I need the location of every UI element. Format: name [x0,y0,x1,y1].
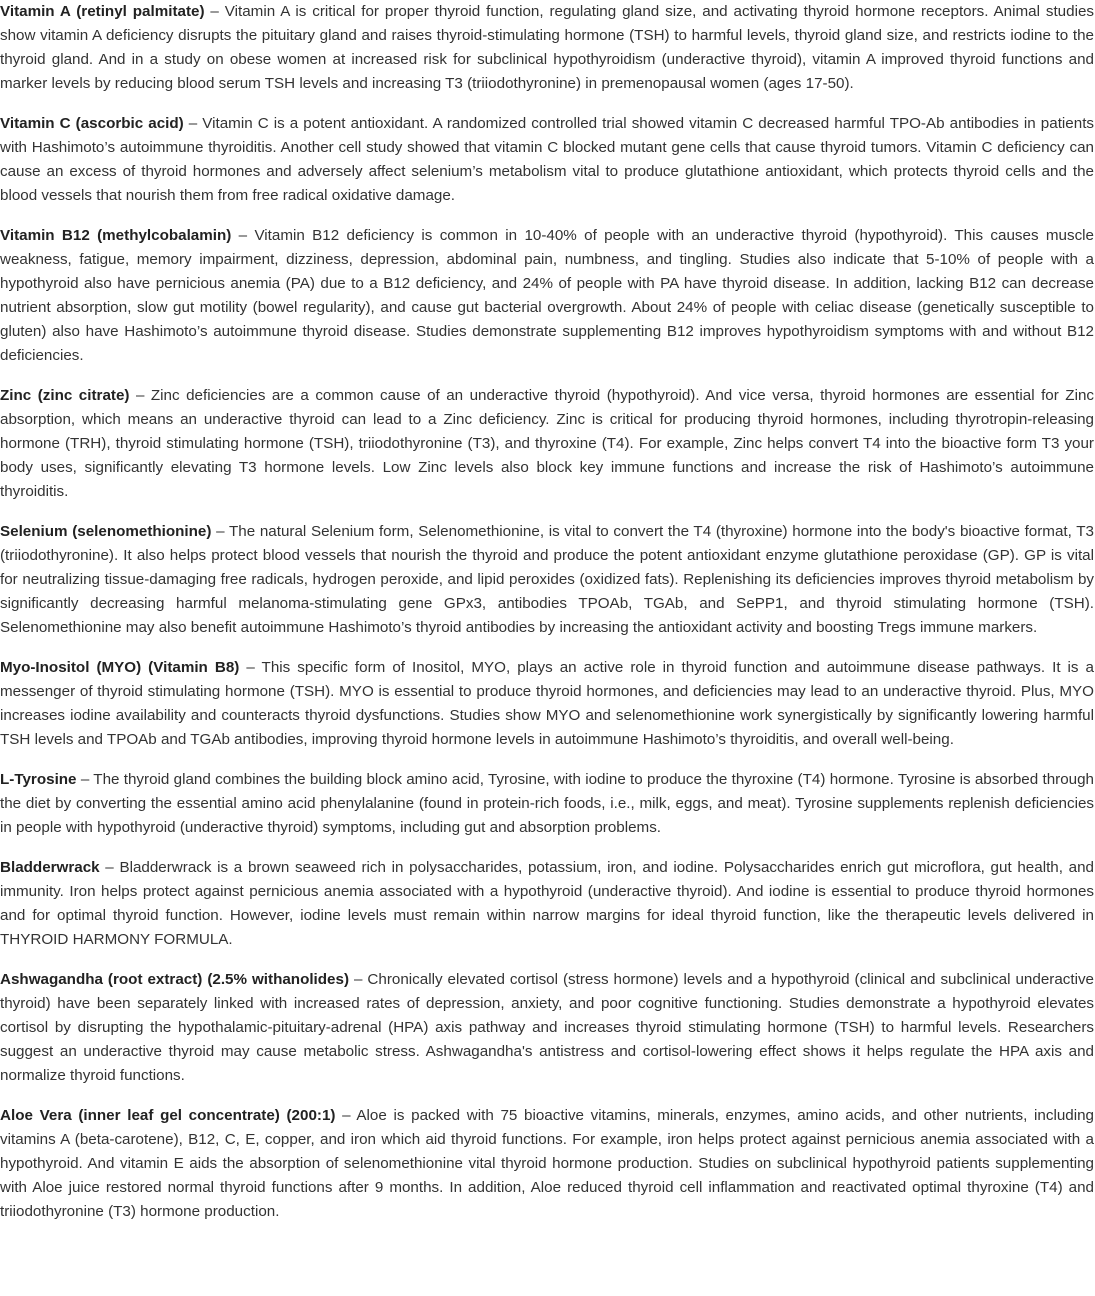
ingredient-name: Ashwagandha (root extract) (2.5% withanolides) [0,971,350,988]
ingredient-paragraph-vitamin-c [0,112,1094,208]
ingredient-description: – Vitamin C is a potent antioxidant. A randomized controlled trial showed vitamin C decreased harmful TPO-Ab antibodies in patients with Hashimoto’s autoimmune thyroiditis. Another cell study showed that vitamin C blocked mutant gene cells that cause thyroid tumors. Vitamin C deficiency can cause an excess of thyroid hormones and adversely affect selenium’s metabolism vital to produce glutathione antioxidant, which protects thyroid cells and the blood vessels that nourish them from free radical oxidative damage. [0,115,1095,204]
ingredient-description: – Zinc deficiencies are a common cause of an underactive thyroid (hypothyroid). And vice versa, thyroid hormones are essential for Zinc absorption, which means an underactive thyroid can lead to a Zinc deficiency. Zinc is critical for producing thyroid hormones, including thyrotropin-releasing hormone (TRH), thyroid stimulating hormone (TSH), triiodothyronine (T3), and thyroxine (T4). For example, Zinc helps convert T4 into the bioactive form T3 your body uses, significantly elevating T3 hormone levels. Low Zinc levels also block key immune functions and increase the risk of Hashimoto’s autoimmune thyroiditis. [0,387,1094,500]
ingredient-name: Bladderwrack [0,859,100,876]
ingredient-name: Zinc (zinc citrate) [0,387,130,404]
ingredient-description: – Vitamin B12 deficiency is common in 10-40% of people with an underactive thyroid (hypothyroid). This causes muscle weakness, fatigue, memory impairment, dizziness, depression, abdominal pain, numbness, and tingling. Studies also indicate that 5-10% of people with a hypothyroid also have pernicious anemia (PA) due to a B12 deficiency, and 24% of people with PA have thyroid disease. In addition, lacking B12 can decrease nutrient absorption, slow gut motility (bowel regularity), and cause gut bacterial overgrowth. About 24% of people with celiac disease (genetically susceptible to gluten) also have Hashimoto’s autoimmune thyroid disease. Studies demonstrate supplementing B12 improves hypothyroidism symptoms with and without B12 deficiencies. [0,227,1094,364]
ingredient-description: – This specific form of Inositol, MYO, plays an active role in thyroid function and autoimmune disease pathways. It is a messenger of thyroid stimulating hormone (TSH). MYO is essential to produce thyroid hormones, and deficiencies may lead to an underactive thyroid. Plus, MYO increases iodine availability and counteracts thyroid dysfunctions. Studies show MYO and selenomethionine work synergistically by significantly lowering harmful TSH levels and TPOAb and TGAb antibodies, improving thyroid hormone levels in autoimmune Hashimoto’s thyroiditis, and overall well-being. [0,659,1094,748]
ingredient-name: Myo-Inositol (MYO) (Vitamin B8) [0,659,240,676]
ingredient-paragraph-bladderwrack [0,856,1094,952]
ingredient-name: L-Tyrosine [0,771,77,788]
ingredient-paragraph-zinc [0,384,1094,504]
ingredient-name: Vitamin C (ascorbic acid) [0,115,184,132]
ingredient-paragraph-myo-inositol [0,656,1094,752]
ingredient-description: – The natural Selenium form, Selenomethionine, is vital to convert the T4 (thyroxine) hormone into the body's bioactive format, T3 (triiodothyronine). It also helps protect blood vessels that nourish the thyroid and produce the potent antioxidant enzyme glutathione peroxidase (GP). GP is vital for neutralizing tissue-damaging free radicals, hydrogen peroxide, and lipid peroxides (oxidized fats). Replenishing its deficiencies improves thyroid metabolism by significantly decreasing harmful melanoma-stimulating gene GPx3, antibodies TPOAb, TGAb, and SePP1, and thyroid stimulating hormone (TSH). Selenomethionine may also benefit autoimmune Hashimoto’s thyroid antibodies by increasing the antioxidant activity and boosting Tregs immune markers. [0,523,1094,636]
ingredient-description: – Vitamin A is critical for proper thyroid function, regulating gland size, and activating thyroid hormone receptors. Animal studies show vitamin A deficiency disrupts the pituitary gland and raises thyroid-stimulating hormone (TSH) to harmful levels, thyroid gland size, and restricts iodine to the thyroid gland. And in a study on obese women at increased risk for subclinical hypothyroidism (underactive thyroid), vitamin A improved thyroid functions and marker levels by reducing blood serum TSH levels and increasing T3 (triiodothyronine) in premenopausal women (ages 17-50). [0,3,1094,92]
ingredient-paragraph-vitamin-b12 [0,224,1094,368]
ingredient-paragraph-ashwagandha [0,968,1094,1088]
ingredient-description: – Aloe is packed with 75 bioactive vitamins, minerals, enzymes, amino acids, and other nutrients, including vitamins A (beta-carotene), B12, C, E, copper, and iron which aid thyroid functions. For example, iron helps protect against pernicious anemia associated with a hypothyroid. And vitamin E aids the absorption of selenomethionine vital thyroid hormone production. Studies on subclinical hypothyroid patients supplementing with Aloe juice restored normal thyroid functions after 9 months. In addition, Aloe reduced thyroid cell inflammation and reactivated optimal thyroxine (T4) and triiodothyronine (T3) hormone production. [0,1107,1094,1220]
ingredient-paragraph-selenium [0,520,1094,640]
ingredient-name: Vitamin B12 (methylcobalamin) [0,227,232,244]
ingredient-paragraph-vitamin-a [0,0,1094,96]
ingredient-paragraph-l-tyrosine [0,768,1094,840]
ingredient-name: Aloe Vera (inner leaf gel concentrate) (200:1) [0,1107,336,1124]
ingredient-paragraph-aloe-vera [0,1104,1094,1224]
ingredient-description: – Chronically elevated cortisol (stress hormone) levels and a hypothyroid (clinical and subclinical underactive thyroid) have been separately linked with increased rates of depression, anxiety, and poor cognitive functioning. Studies demonstrate a hypothyroid elevates cortisol by disrupting the hypothalamic-pituitary-adrenal (HPA) axis pathway and increases thyroid stimulating hormone (TSH) to harmful levels. Researchers suggest an underactive thyroid may cause metabolic stress. Ashwagandha's antistress and cortisol-lowering effect shows it helps regulate the HPA axis and normalize thyroid functions. [0,971,1094,1084]
ingredient-name: Selenium (selenomethionine) [0,523,212,540]
ingredient-name: Vitamin A (retinyl palmitate) [0,3,205,20]
ingredient-description: – Bladderwrack is a brown seaweed rich in polysaccharides, potassium, iron, and iodine. Polysaccharides enrich gut microflora, gut health, and immunity. Iron helps protect against pernicious anemia associated with a hypothyroid (underactive thyroid). And iodine is essential to produce thyroid hormones and for optimal thyroid function. However, iodine levels must remain within narrow margins for ideal thyroid function, like the therapeutic levels delivered in THYROID HARMONY FORMULA. [0,859,1094,948]
ingredient-description: – The thyroid gland combines the building block amino acid, Tyrosine, with iodine to produce the thyroxine (T4) hormone. Tyrosine is absorbed through the diet by converting the essential amino acid phenylalanine (found in protein-rich foods, i.e., milk, eggs, and meat). Tyrosine supplements replenish deficiencies in people with hypothyroid (underactive thyroid) symptoms, including gut and absorption problems. [0,771,1094,836]
